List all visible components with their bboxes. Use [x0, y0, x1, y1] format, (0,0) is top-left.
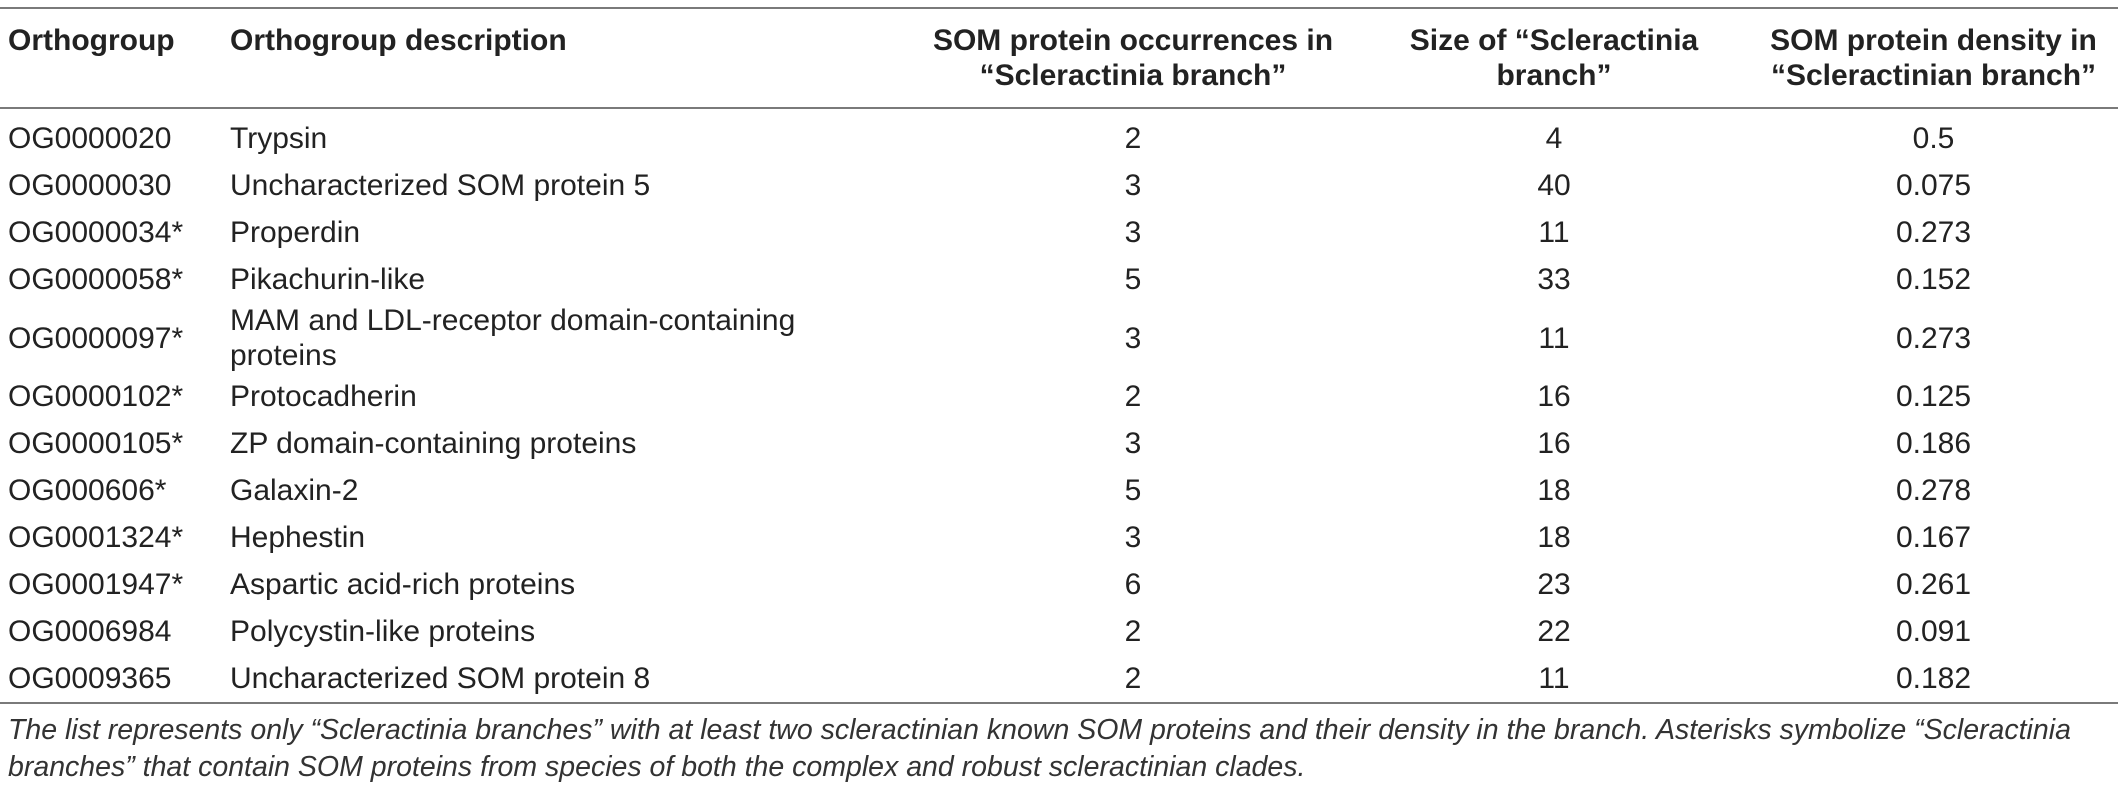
table-row: [0, 108, 2118, 162]
description-cell: Hephestin: [230, 521, 366, 554]
size-cell: 11: [1538, 216, 1570, 249]
table-row: [0, 514, 2118, 561]
density-cell: 0.125: [1895, 380, 1972, 413]
table-row: [0, 256, 2118, 303]
table-row: [0, 655, 2118, 703]
orthogroup-cell: OG0000034*: [8, 216, 184, 249]
table-row: [0, 373, 2118, 420]
size-cell: 11: [1538, 321, 1570, 355]
size-cell: 16: [1537, 427, 1571, 460]
density-cell: 0.167: [1895, 521, 1972, 554]
occurrences-cell: 3: [1124, 321, 1142, 355]
description-cell: Trypsin: [230, 122, 328, 155]
size-cell: 33: [1537, 263, 1571, 296]
table-row: [0, 608, 2118, 655]
description-cell: Pikachurin-like: [230, 263, 426, 296]
table-row: [0, 420, 2118, 467]
occurrences-cell: 2: [1124, 122, 1142, 155]
occurrences-cell: 5: [1124, 263, 1142, 296]
table-body: [0, 108, 2118, 703]
table-row: [0, 561, 2118, 608]
table-row: [0, 209, 2118, 256]
header-orthogroup-description: Orthogroup description: [230, 24, 567, 57]
header-branch-size: Size of “Scleractinia branch”: [1409, 24, 1699, 92]
description-cell: MAM and LDL-receptor domain-containing proteins: [230, 304, 796, 372]
orthogroup-cell: OG000606*: [8, 474, 167, 507]
table-row: [0, 467, 2118, 514]
size-cell: 40: [1537, 169, 1571, 202]
size-cell: 22: [1537, 615, 1571, 648]
table-row: [0, 162, 2118, 209]
density-cell: 0.182: [1895, 662, 1972, 695]
occurrences-cell: 2: [1124, 380, 1142, 413]
orthogroup-cell: OG0000105*: [8, 427, 184, 460]
description-cell: Protocadherin: [230, 380, 417, 413]
occurrences-cell: 3: [1124, 427, 1142, 460]
description-cell: ZP domain-containing proteins: [230, 427, 637, 460]
occurrences-cell: 5: [1124, 474, 1142, 507]
occurrences-cell: 2: [1124, 662, 1142, 695]
size-cell: 18: [1537, 474, 1571, 507]
size-cell: 11: [1538, 662, 1570, 695]
description-cell: Properdin: [230, 216, 361, 249]
density-cell: 0.186: [1895, 427, 1972, 460]
density-cell: 0.273: [1895, 216, 1972, 249]
orthogroup-cell: OG0009365: [8, 662, 172, 695]
density-cell: 0.091: [1895, 615, 1972, 648]
size-cell: 16: [1537, 380, 1571, 413]
occurrences-cell: 6: [1124, 568, 1142, 601]
header-som-density: SOM protein density in “Scleractinian branch”: [1770, 24, 2097, 92]
density-cell: 0.5: [1912, 122, 1955, 155]
density-cell: 0.261: [1895, 568, 1972, 601]
density-cell: 0.278: [1895, 474, 1972, 507]
occurrences-cell: 3: [1124, 216, 1142, 249]
size-cell: 23: [1537, 568, 1571, 601]
orthogroup-cell: OG0000030: [8, 169, 172, 202]
orthogroup-cell: OG0001324*: [8, 521, 184, 554]
density-cell: 0.152: [1895, 263, 1972, 296]
description-cell: Aspartic acid-rich proteins: [230, 568, 576, 601]
table-row: [0, 303, 2118, 373]
description-cell: Polycystin-like proteins: [230, 615, 536, 648]
header-orthogroup: Orthogroup: [8, 24, 175, 57]
density-cell: 0.075: [1895, 169, 1972, 202]
occurrences-cell: 3: [1124, 521, 1142, 554]
description-cell: Uncharacterized SOM protein 8: [230, 662, 651, 695]
table-caption: The list represents only “Scleractinia branches” with at least two scleractinian known SOM proteins and their density in the branch. Asterisks symbolize “Scleractinia branches” that contain SOM proteins from species of both the complex and robust scleractinian clades.: [8, 714, 2071, 783]
description-cell: Uncharacterized SOM protein 5: [230, 169, 651, 202]
description-cell: Galaxin-2: [230, 474, 359, 507]
size-cell: 18: [1537, 521, 1571, 554]
size-cell: 4: [1545, 122, 1563, 155]
orthogroup-table: [0, 7, 2118, 704]
header-row: [0, 8, 2118, 108]
header-som-occurrences: SOM protein occurrences in “Scleractinia branch”: [932, 24, 1334, 92]
density-cell: 0.273: [1895, 321, 1972, 355]
orthogroup-cell: OG0001947*: [8, 568, 184, 601]
occurrences-cell: 2: [1124, 615, 1142, 648]
orthogroup-cell: OG0000097*: [8, 321, 184, 355]
orthogroup-cell: OG0006984: [8, 615, 172, 648]
orthogroup-cell: OG0000102*: [8, 380, 184, 413]
occurrences-cell: 3: [1124, 169, 1142, 202]
table-header: [0, 8, 2118, 108]
orthogroup-cell: OG0000020: [8, 122, 172, 155]
orthogroup-cell: OG0000058*: [8, 263, 184, 296]
